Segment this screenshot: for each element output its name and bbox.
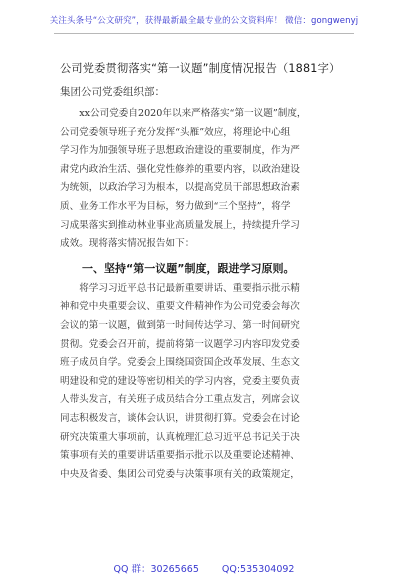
- intro-paragraph: [60, 105, 360, 254]
- document-title: 公司党委贯彻落实“第一议题”制度情况报告（1881字）: [60, 62, 341, 75]
- intro-line: 为统领，以政治学习为根本，以提高党员干部思想政治素: [60, 182, 300, 194]
- section-line: 将学习习近平总书记最新重要讲话、重要指示批示精: [79, 282, 300, 294]
- intro-line: 肃党内政治生活、强化党性修养的重要内容，以政治建设: [60, 163, 300, 175]
- document-page: [60, 42, 360, 484]
- section-line: 明建设和党的建设等密切相关的学习内容，党委主要负责: [60, 375, 300, 387]
- section-line: 研究决策重大事项前，认真梳理汇总习近平总书记关于决: [60, 431, 300, 443]
- section-line: 神和党中央重要会议、重要文件精神作为公司党委会每次: [60, 301, 300, 313]
- footer-contact: [0, 561, 408, 575]
- section-line: 人带头发言，有关班子成员结合分工重点发言，列席会议: [60, 394, 300, 406]
- section-line: 同志积极发言，谈体会认识，讲贯彻打算。党委会在讨论: [60, 412, 300, 424]
- intro-line: xx公司党委自2020年以来严格落实“第一议题”制度，: [79, 108, 307, 119]
- intro-line: 习成果落实到推动林业事业高质量发展上，持续提升学习: [60, 219, 300, 231]
- intro-line: 学习作为加强领导班子思想政治建设的重要制度，作为严: [60, 145, 300, 157]
- section-heading: 一、坚持“第一议题”制度，跟进学习原则。: [82, 261, 295, 275]
- header-banner: 关注头条号“公文研究”，获得最新最全最专业的公文资料库！ 微信：gongwenyj: [49, 16, 359, 26]
- section-line: 班子成员自学。党委会上围绕国资国企改革发展、生态文: [60, 357, 300, 369]
- header-divider: [54, 33, 354, 34]
- qq-group-text: QQ 群：30265665: [113, 564, 199, 575]
- salutation: 集团公司党委组织部：: [60, 86, 165, 98]
- section-line: 贯彻。党委会召开前，提前将第一议题学习内容印发党委: [60, 338, 300, 350]
- section-paragraph: [60, 280, 360, 485]
- section-line: 中央及省委、集团公司党委与决策事项有关的政策规定，: [60, 468, 300, 480]
- section-line: 策事项有关的重要讲话重要指示批示以及重要论述精神、: [60, 450, 300, 462]
- section-line: 会议的第一议题，做到第一时间传达学习、第一时间研究: [60, 319, 300, 331]
- intro-line: 质、业务工作水平为目标，努力做到“三个坚持”，将学: [60, 200, 291, 212]
- intro-line: 公司党委领导班子充分发挥“头雁”效应，将理论中心组: [60, 126, 291, 138]
- intro-line: 成效。现将落实情况报告如下：: [60, 238, 195, 250]
- qq-text: QQ:535304092: [221, 564, 295, 575]
